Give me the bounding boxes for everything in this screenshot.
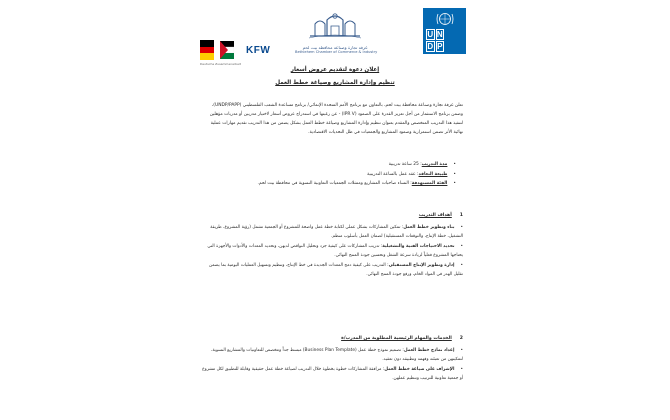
chamber-name-arabic: غرفة تجارة وصناعة محافظة بيت لحم bbox=[302, 45, 368, 50]
document-subtitle: تنظيم وإدارة المشاريع وصياغة خطط العمل bbox=[275, 80, 395, 86]
list-item: • إعداد نماذج خطط العمل: تصميم نموذج خطة عمل (Business Plan Template) مبسط جداً ومخصص للتعاونيات والمشاريع النسوية، لتمكينهن من تعبئته وفهمه وتطبيقه دون تعقيد. bbox=[201, 347, 463, 364]
section-2-heading: 2الخدمات والمهام الرئيسية المطلوبة من المدرب/ة bbox=[341, 336, 463, 341]
partner-caption: Deutsche Zusammenarbeit bbox=[200, 62, 241, 66]
list-item: • إدارة وتطوير الإنتاج المستقبلي: التدريب على كيفية دمج المعدات الجديدة في خط الإنتاج، وتنظيم وتسهيل العمليات اليومية بما يضمن تقليل الهدر في المواد الخام، ورفع جودة المنتج النهائي. bbox=[201, 262, 463, 279]
fact-target-group: • الفئة المستهدفة: النساء صاحبات المشاريع وممثلات الجمعيات التعاونية النسوية في محافظة بيت لحم. bbox=[201, 179, 456, 189]
undp-letter-p: P bbox=[437, 42, 443, 51]
fact-contract-type: • طبيعة التعاقد: عقد عمل بالساعة التدريبية bbox=[201, 170, 456, 180]
section-1-list bbox=[201, 224, 463, 281]
kfw-logo: KFW bbox=[246, 44, 271, 56]
fact-duration: • مدة التدريب: 25 ساعة تدريبية bbox=[201, 160, 456, 170]
chamber-name-english: Bethlehem Chamber of Commerce & Industry bbox=[295, 50, 378, 54]
section-2-list bbox=[201, 347, 463, 385]
list-item: • بناء وتطوير خطط العمل: تمكين المشاركات بشكل عملي لكتابة خطة عمل واضحة للمشروع أو الجمعية تشمل (رؤية المشروع، طريقة التشغيل، خطة الإنتاج، والتوقعات المستقبلية) لضمان العمل بأسلوب منظم. bbox=[201, 224, 463, 241]
list-item: • تحديد الاحتياجات الفنية والتشغيلية: تدريب المشاركات على كيفية جرد وتحليل النواقص لديهن، وتحديد المعدات والأدوات والأجهزة التي يحتاجها المشروع فعلياً لزيادة سرعة الشغل وتحسين جودة المنتج النهائي. bbox=[201, 243, 463, 260]
intro-paragraph: تعلن غرفة تجارة وصناعة محافظة بيت لحم، بالتعاون مع برنامج الأمم المتحدة الإنمائي/ برنامج مساعدة الشعب الفلسطيني (UNDP/PAPP)، وضمن برنامج الاستثمار من أجل تعزيز القدرة على الصمود (IPR V) - عن رغبتها في استدراج عروض أسعار لاختيار مدربين أو مدربات مؤهلين لتنفيذ هذا التدريب المتخصص والمقدم بعنوان تنظيم وإدارة المشاريع وصياغة خطط العمل بشكل يضمن من هذا التدريب تقديم مهارات عملية نهائية الأثر تضمن استمرارية وصمود المشاريع والجمعيات في ظل التحديات الاقتصادية. bbox=[209, 103, 463, 135]
un-emblem-icon bbox=[436, 11, 454, 27]
undp-letter-d: D bbox=[427, 42, 434, 51]
partner-logos bbox=[200, 40, 271, 66]
list-item: • الإشراف على صياغة خطط العمل: مرافقة المشاركات خطوة بخطوة خلال التدريب لصياغة خطة عمل حقيقية وقابلة للتطبيق لكل مشروع أو جمعية تعاونية للترتيب وتنظيم عملهن. bbox=[201, 366, 463, 383]
section-1-heading: 1أهداف التدريب bbox=[418, 213, 463, 218]
undp-letter-u: U bbox=[427, 30, 434, 39]
flag-icon bbox=[220, 41, 234, 59]
training-facts-list bbox=[201, 160, 456, 189]
undp-letter-grid bbox=[426, 29, 463, 53]
undp-letter-n: N bbox=[436, 30, 443, 39]
document-title: إعلان دعوة لتقديم عروض أسعار bbox=[290, 67, 380, 73]
chamber-logo bbox=[295, 10, 378, 54]
german-flag-icon bbox=[200, 40, 214, 60]
chamber-emblem-icon bbox=[305, 10, 365, 40]
undp-logo bbox=[423, 8, 466, 54]
